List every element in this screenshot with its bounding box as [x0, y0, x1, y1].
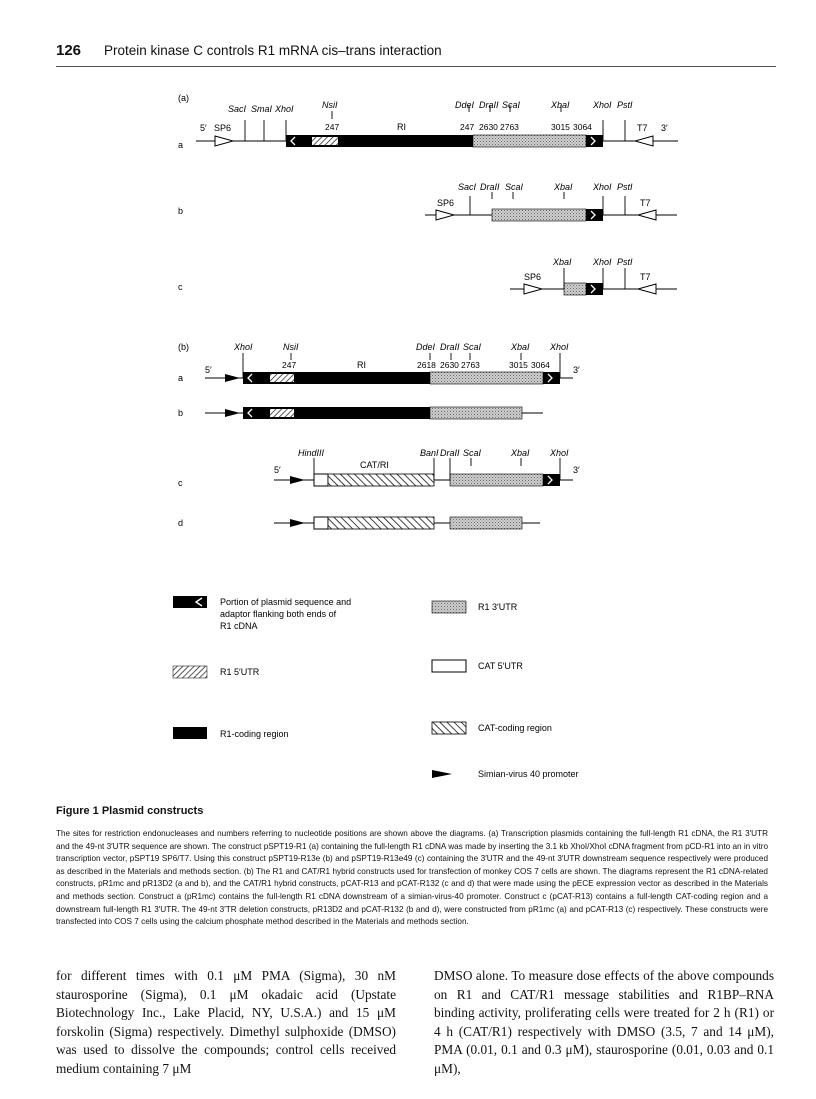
site-xbai: XbaI: [551, 100, 570, 110]
end-5-label: 5′: [200, 123, 207, 133]
site-xhoi: XhoI: [593, 182, 612, 192]
panel-b-construct-c: [178, 448, 580, 488]
legend-adaptor-label-2: adaptor flanking both ends of: [220, 609, 337, 619]
row-label: b: [178, 206, 184, 216]
legend-adaptor-label-1: Portion of plasmid sequence and: [220, 597, 352, 607]
r1-5utr-region: [270, 374, 294, 382]
running-title: Protein kinase C controls R1 mRNA cis–trans interaction: [104, 43, 442, 58]
r1-3utr-region: [450, 474, 543, 486]
legend-adaptor-label-3: R1 cDNA: [220, 621, 258, 631]
site-xhoi: XhoI: [234, 342, 253, 352]
legend-r1-3utr-label: R1 3′UTR: [478, 602, 518, 612]
site-xbai: XbaI: [511, 448, 530, 458]
site-smai: SmaI: [251, 104, 273, 114]
pos-3064: 3064: [531, 360, 550, 370]
site-xbai: XbaI: [554, 182, 573, 192]
pos-247-ddei: 247: [460, 122, 475, 132]
row-label: a: [178, 373, 184, 383]
r1-label: RI: [397, 122, 406, 132]
site-xbai: XbaI: [511, 342, 530, 352]
body-text-left-column: for different times with 0.1 μM PMA (Sigma), 30 nM staurosporine (Sigma), 0.1 μM okadaic acid (Upstate Biotechnology Inc., Lake Placid, NY, U.S.A.) and 15 μM forskolin (Sigma) respectively. Dimethyl sulphoxide (DMSO) was used to dissolve the compounds; control cells received medium containing 7 μM: [56, 968, 396, 1076]
legend-item-r1-3utr: [432, 601, 518, 613]
panel-a-construct-a: [178, 100, 678, 150]
sv40-promoter-icon: [432, 770, 452, 778]
site-draii: DraII: [440, 342, 460, 352]
cat-r1-label: CAT/RI: [360, 460, 389, 470]
r1-label: RI: [357, 360, 366, 370]
site-draii: DraII: [480, 182, 500, 192]
t7-label: T7: [640, 272, 651, 282]
t7-label: T7: [637, 123, 648, 133]
site-draii: DraII: [479, 100, 499, 110]
site-nsii: NsiI: [283, 342, 299, 352]
site-bani: BanI: [420, 448, 439, 458]
legend: [173, 596, 579, 779]
row-label: b: [178, 408, 184, 418]
figure-caption-body: The sites for restriction endonucleases and numbers referring to nucleotide positions are shown above the diagrams. (a) Transcription plasmids containing the full-length R1 cDNA, the R1 3′UTR and the 49-nt 3′UTR sequence are shown. The construct pSPT19-R1 (a) containing the full-length R1 cDNA was made by inserting the 3.1 kb XhoI/XhoI cDNA fragment from pCD-R1 into an in vitro transcription vector, pSPT19 SP6/T7. Using this construct pSPT19-R13e (b) and pSPT19-R13e49 (c) containing the 3′UTR and the 49-nt 3′UTR downstream sequence respectively were produced as described in the Materials and methods section. (b) The R1 and CAT/R1 hybrid constructs used for transfection of monkey COS 7 cells are shown. The diagrams represent the R1 cDNA-related constructs, pR1mc and pR13D2 (a and b), and the CAT/R1 hybrid constructs, pCAT-R13 and pCAT-R132 (c and d) that were made using the pECE expression vector as described in the Materials and methods section. Construct a (pR1mc) contains the full-length R1 cDNA downstream of a simian-virus-40 promoter. Construct c (pCAT-R13) contains a full-length CAT-coding region and a downstream full-length R1 3′UTR. The 49-nt 3′TR deletion constructs, pR13D2 and pCAT-R132 (b and d), were constructed from pR1mc (a) and pCAT-R13 (c) respectively. These constructs were transfected into COS 7 cells using the calcium phosphate method described in the Materials and methods section.: [56, 829, 768, 927]
panel-b-construct-d: [178, 517, 540, 529]
pos-2630: 2630: [440, 360, 459, 370]
site-xhoi-right: XhoI: [550, 342, 569, 352]
site-scai: ScaI: [502, 100, 521, 110]
legend-item-cat-5utr: [432, 660, 523, 672]
site-saci: SacI: [228, 104, 247, 114]
site-saci: SacI: [458, 182, 477, 192]
cat-5utr-region: [314, 474, 328, 486]
site-xhoi: XhoI: [550, 448, 569, 458]
pos-247: 247: [282, 360, 297, 370]
site-xhoi: XhoI: [593, 257, 612, 267]
site-xbai: XbaI: [553, 257, 572, 267]
legend-item-r1-5utr: [173, 666, 260, 678]
t7-label: T7: [640, 198, 651, 208]
site-scai: ScaI: [463, 448, 482, 458]
site-xhoi-right: XhoI: [593, 100, 612, 110]
site-xhoi: XhoI: [275, 104, 294, 114]
r1-3utr-region: [492, 209, 586, 221]
legend-cat-5utr-label: CAT 5′UTR: [478, 661, 523, 671]
sp6-promoter-shape: [215, 136, 233, 146]
panel-b-label: (b): [178, 342, 189, 352]
panel-a-construct-b: [178, 182, 677, 221]
end-3-label: 3′: [573, 465, 580, 475]
legend-item-adaptor: [173, 596, 351, 631]
r1-3utr-region: [473, 135, 586, 147]
pos-247-nsii: 247: [325, 122, 340, 132]
row-label: c: [178, 282, 183, 292]
r1-3utr-region: [430, 372, 543, 384]
legend-r1-coding-label: R1-coding region: [220, 729, 289, 739]
site-psti: PstI: [617, 182, 633, 192]
t7-promoter-shape: [635, 136, 653, 146]
row-label: c: [178, 478, 183, 488]
site-draii: DraII: [440, 448, 460, 458]
site-hindiii: HindIII: [298, 448, 325, 458]
legend-item-r1-coding: [173, 727, 289, 739]
body-text-right-column: DMSO alone. To measure dose effects of the above compounds on R1 and CAT/R1 message stabilities and R1BP–RNA binding activity, proliferating cells were treated for 2 h (R1) or 4 h (CAT/R1) respectively with DMSO (3.5, 7 and 14 μM), PMA (0.01, 0.1 and 0.3 μM), staurosporine (0.01, 0.03 and 0.1 μM),: [434, 968, 774, 1076]
panel-a-label: (a): [178, 93, 189, 103]
panel-a-construct-c: [178, 257, 677, 295]
legend-r1-5utr-label: R1 5′UTR: [220, 667, 260, 677]
sp6-label: SP6: [524, 272, 542, 282]
sp6-label: SP6: [214, 123, 232, 133]
pos-2763: 2763: [500, 122, 519, 132]
page-number: 126: [56, 42, 82, 59]
panel-b-construct-a: [178, 342, 580, 384]
sp6-label: SP6: [437, 198, 455, 208]
legend-sv40-label: Simian-virus 40 promoter: [478, 769, 579, 779]
pos-3015: 3015: [509, 360, 528, 370]
site-scai: ScaI: [505, 182, 524, 192]
site-ddei: DdeI: [455, 100, 475, 110]
end-5-label: 5′: [274, 465, 281, 475]
site-psti: PstI: [617, 257, 633, 267]
end-3-label: 3′: [661, 123, 668, 133]
legend-cat-coding-label: CAT-coding region: [478, 723, 552, 733]
row-label: d: [178, 518, 184, 528]
row-label: a: [178, 140, 184, 150]
cat-coding-region: [328, 474, 434, 486]
pos-3015: 3015: [551, 122, 570, 132]
site-psti: PstI: [617, 100, 633, 110]
pos-2618: 2618: [417, 360, 436, 370]
legend-item-sv40: [432, 769, 579, 779]
pos-2763: 2763: [461, 360, 480, 370]
legend-item-cat-coding: [432, 722, 552, 734]
end-3-label: 3′: [573, 365, 580, 375]
pos-2630: 2630: [479, 122, 498, 132]
end-5-label: 5′: [205, 365, 212, 375]
site-scai: ScaI: [463, 342, 482, 352]
panel-b-construct-b: [178, 407, 543, 419]
r1-5utr-region: [312, 137, 338, 145]
site-ddei: DdeI: [416, 342, 436, 352]
figure-caption-title: Figure 1 Plasmid constructs: [56, 805, 204, 817]
pos-3064: 3064: [573, 122, 592, 132]
site-nsii: NsiI: [322, 100, 338, 110]
